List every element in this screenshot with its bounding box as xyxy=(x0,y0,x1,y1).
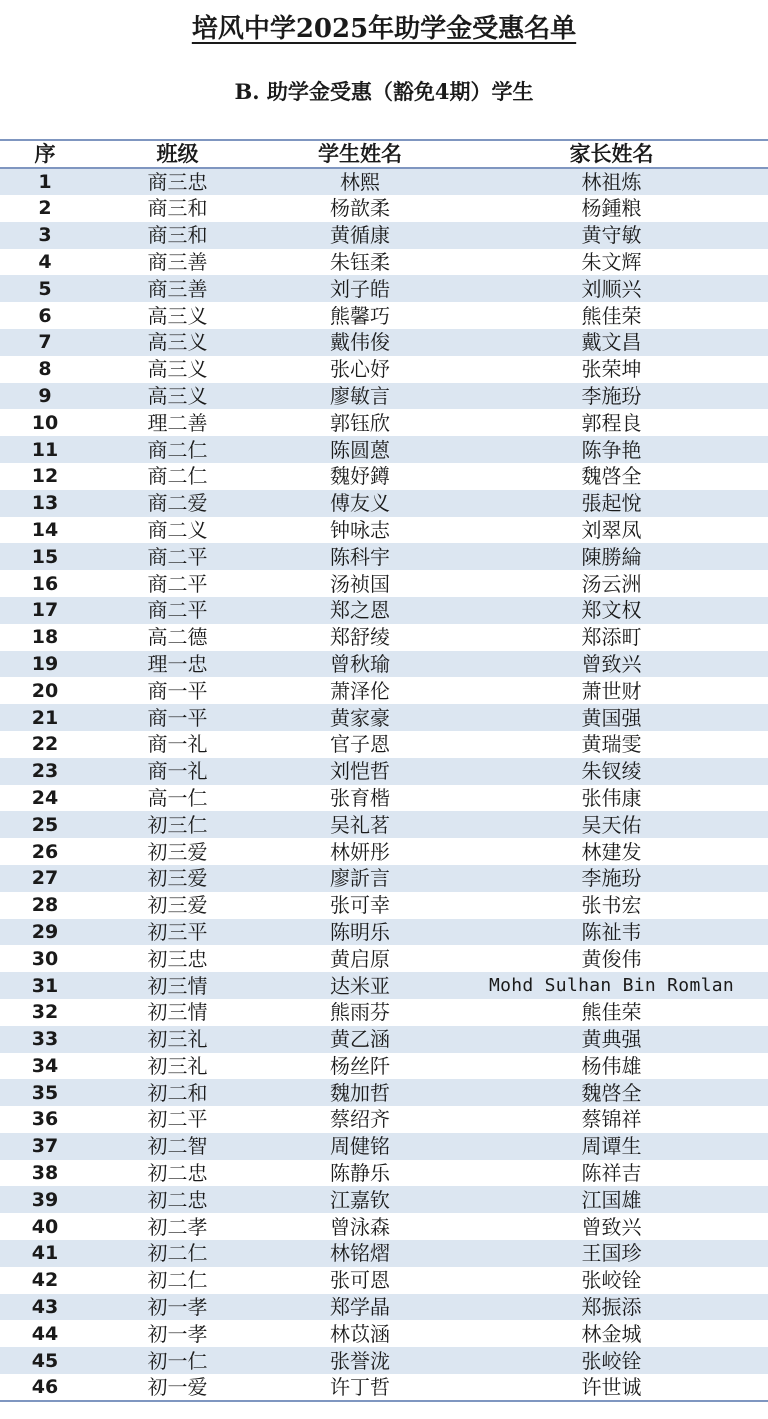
row-seq: 15 xyxy=(31,545,59,568)
row-class: 初三情 xyxy=(147,973,208,998)
row-class: 商一礼 xyxy=(147,759,208,784)
row-student-name: 黄循康 xyxy=(330,223,390,248)
row-student-name: 郑学晶 xyxy=(330,1295,390,1320)
table-row xyxy=(0,838,768,865)
table-row xyxy=(0,677,768,704)
table-row xyxy=(0,570,768,597)
row-seq: 21 xyxy=(31,706,59,729)
row-parent-name: 曾致兴 xyxy=(581,1214,642,1239)
row-seq: 29 xyxy=(31,920,59,943)
row-class: 初三情 xyxy=(147,1000,208,1025)
table-row xyxy=(0,490,768,517)
table-row xyxy=(0,275,768,302)
row-student-name: 刘子皓 xyxy=(330,276,390,301)
row-student-name: 周健铭 xyxy=(330,1134,390,1159)
row-class: 高二德 xyxy=(147,625,208,650)
row-parent-name: 汤云洲 xyxy=(581,571,642,596)
row-class: 高三义 xyxy=(147,357,208,382)
row-student-name: 达米亚 xyxy=(330,973,390,998)
table-row xyxy=(0,811,768,838)
row-student-name: 汤祯国 xyxy=(330,571,390,596)
row-parent-name: 戴文昌 xyxy=(581,330,642,355)
row-parent-name: 吴天佑 xyxy=(581,812,642,837)
row-parent-name: 郑添町 xyxy=(581,625,642,650)
row-parent-name: 陈祥吉 xyxy=(581,1161,642,1186)
row-student-name: 杨歆柔 xyxy=(330,196,390,221)
row-student-name: 廖訢言 xyxy=(330,866,390,891)
row-student-name: 江嘉钦 xyxy=(330,1187,390,1212)
row-student-name: 陈静乐 xyxy=(330,1161,390,1186)
row-student-name: 林苡涵 xyxy=(330,1321,390,1346)
table-row xyxy=(0,302,768,329)
row-seq: 28 xyxy=(31,894,59,917)
row-class: 商一平 xyxy=(147,678,208,703)
row-parent-name: 林建发 xyxy=(581,839,642,864)
row-seq: 2 xyxy=(38,197,52,220)
row-seq: 4 xyxy=(38,250,52,273)
table-row xyxy=(0,222,768,249)
page-title-text: 培风中学2025年助学金受惠名单 xyxy=(191,14,577,44)
table-row xyxy=(0,383,768,410)
row-parent-name: 王国珍 xyxy=(581,1241,642,1266)
row-parent-name: 萧世财 xyxy=(581,678,642,703)
row-student-name: 刘恺哲 xyxy=(330,759,390,784)
row-class: 初二仁 xyxy=(147,1241,208,1266)
table-row xyxy=(0,1294,768,1321)
table-row xyxy=(0,195,768,222)
row-seq: 5 xyxy=(38,277,52,300)
row-class: 高三义 xyxy=(147,303,208,328)
table-row xyxy=(0,1106,768,1133)
row-student-name: 黄启原 xyxy=(330,946,390,971)
row-seq: 11 xyxy=(31,438,59,461)
table-row xyxy=(0,919,768,946)
row-class: 商三和 xyxy=(147,196,208,221)
header-parent-name: 家长姓名 xyxy=(455,140,768,168)
row-parent-name: 许世诚 xyxy=(455,1374,768,1401)
row-seq: 14 xyxy=(31,518,59,541)
table-row xyxy=(0,731,768,758)
row-parent-name: 曾致兴 xyxy=(581,651,642,676)
row-student-name: 傅友义 xyxy=(330,491,390,516)
row-parent-name: 黄俊伟 xyxy=(581,946,642,971)
row-seq: 25 xyxy=(31,813,59,836)
row-student-name: 黄乙涵 xyxy=(330,1027,390,1052)
row-parent-name: 朱钗绫 xyxy=(581,759,642,784)
row-class: 初三爱 xyxy=(147,866,208,891)
row-student-name: 蔡绍齐 xyxy=(330,1107,390,1132)
row-class: 初三爱 xyxy=(147,839,208,864)
row-class: 商一礼 xyxy=(147,732,208,757)
header-student-name: 学生姓名 xyxy=(265,140,455,168)
row-seq: 33 xyxy=(31,1028,59,1051)
row-class: 初三礼 xyxy=(147,1053,208,1078)
row-parent-name: 周谭生 xyxy=(581,1134,642,1159)
row-seq: 45 xyxy=(31,1349,59,1372)
row-class: 初二智 xyxy=(147,1134,208,1159)
row-seq: 10 xyxy=(31,411,59,434)
row-student-name: 杨丝阡 xyxy=(330,1053,390,1078)
table-row xyxy=(0,865,768,892)
row-seq: 39 xyxy=(31,1188,59,1211)
row-student-name: 张誉泷 xyxy=(330,1348,390,1373)
row-class: 商二仁 xyxy=(147,437,208,462)
row-class: 初二忠 xyxy=(147,1187,208,1212)
row-student-name: 魏妤鐏 xyxy=(330,464,390,489)
row-student-name: 黄家豪 xyxy=(330,705,390,730)
table-row xyxy=(0,704,768,731)
row-seq: 35 xyxy=(31,1081,59,1104)
row-parent-name: 黄国强 xyxy=(581,705,642,730)
table-row xyxy=(0,1079,768,1106)
table-row xyxy=(0,785,768,812)
row-seq: 23 xyxy=(31,760,59,783)
table-row xyxy=(0,651,768,678)
table-row xyxy=(0,1133,768,1160)
row-parent-name: 郑文权 xyxy=(581,598,642,623)
row-seq: 32 xyxy=(31,1001,59,1024)
row-student-name: 熊馨巧 xyxy=(330,303,390,328)
row-parent-name: 张伟康 xyxy=(581,785,642,810)
section-subtitle: B. 助学金受惠（豁免4期）学生 xyxy=(234,79,534,104)
row-class: 初三爱 xyxy=(147,893,208,918)
row-seq: 7 xyxy=(38,331,52,354)
row-parent-name: 林祖炼 xyxy=(581,170,642,194)
row-student-name: 熊雨芬 xyxy=(330,1000,390,1025)
row-student-name: 郭钰欣 xyxy=(330,410,390,435)
table-row xyxy=(0,945,768,972)
row-student-name: 陈科宇 xyxy=(330,544,390,569)
row-seq: 27 xyxy=(31,867,59,890)
row-seq: 46 xyxy=(0,1374,90,1401)
row-seq: 37 xyxy=(31,1135,59,1158)
row-parent-name: 刘翠凤 xyxy=(581,517,642,542)
row-parent-name: 熊佳荣 xyxy=(581,1000,642,1025)
row-class: 商二仁 xyxy=(147,464,208,489)
row-class: 初二忠 xyxy=(147,1161,208,1186)
row-student-name: 张可幸 xyxy=(330,893,390,918)
row-class: 初二平 xyxy=(147,1107,208,1132)
row-class: 商三忠 xyxy=(147,170,208,194)
header-seq: 序 xyxy=(0,140,90,168)
row-seq: 42 xyxy=(31,1269,59,1292)
row-class: 初三忠 xyxy=(147,946,208,971)
table-row xyxy=(0,436,768,463)
row-seq: 9 xyxy=(38,384,52,407)
table-row xyxy=(0,409,768,436)
table-row xyxy=(0,463,768,490)
table-row xyxy=(0,356,768,383)
row-parent-name: 魏啓全 xyxy=(581,1080,642,1105)
table-row xyxy=(0,972,768,999)
row-parent-name: 蔡锦祥 xyxy=(581,1107,642,1132)
row-seq: 6 xyxy=(38,304,52,327)
row-parent-name: 熊佳荣 xyxy=(581,303,642,328)
row-class: 理一忠 xyxy=(147,651,208,676)
row-parent-name: Mohd Sulhan Bin Romlan xyxy=(488,974,734,996)
row-parent-name: 杨鍾粮 xyxy=(581,196,642,221)
row-student-name: 郑舒绫 xyxy=(330,625,390,650)
row-student-name: 许丁哲 xyxy=(265,1374,455,1401)
row-parent-name: 魏啓全 xyxy=(581,464,642,489)
row-seq: 36 xyxy=(31,1108,59,1131)
row-parent-name: 張起悅 xyxy=(581,491,642,516)
row-class: 高三义 xyxy=(147,330,208,355)
row-seq: 43 xyxy=(31,1296,59,1319)
row-student-name: 张可恩 xyxy=(330,1268,390,1293)
row-seq: 17 xyxy=(31,599,59,622)
row-parent-name: 林金城 xyxy=(581,1321,642,1346)
table-row xyxy=(0,1213,768,1240)
row-student-name: 张育楷 xyxy=(330,785,390,810)
table-row xyxy=(0,1240,768,1267)
row-class: 初二和 xyxy=(147,1080,208,1105)
row-student-name: 官子恩 xyxy=(330,732,390,757)
row-parent-name: 李施玢 xyxy=(581,866,642,891)
row-class: 初一孝 xyxy=(147,1295,208,1320)
row-class: 商三善 xyxy=(147,276,208,301)
table-row xyxy=(0,1186,768,1213)
row-student-name: 林熙 xyxy=(340,170,380,194)
row-seq: 31 xyxy=(31,974,59,997)
row-class: 商二爱 xyxy=(147,491,208,516)
row-seq: 41 xyxy=(31,1242,59,1265)
row-seq: 44 xyxy=(31,1322,59,1345)
row-class: 初一孝 xyxy=(147,1321,208,1346)
row-class: 高一仁 xyxy=(147,785,208,810)
row-student-name: 曾秋瑜 xyxy=(330,651,390,676)
row-student-name: 廖敏言 xyxy=(330,383,390,408)
row-seq: 16 xyxy=(31,572,59,595)
table-body xyxy=(0,168,768,1401)
row-parent-name: 杨伟雄 xyxy=(581,1053,642,1078)
row-student-name: 吴礼茗 xyxy=(330,812,390,837)
table-row xyxy=(0,1374,768,1401)
row-class: 商三和 xyxy=(147,223,208,248)
row-seq: 22 xyxy=(31,733,59,756)
row-seq: 20 xyxy=(31,679,59,702)
row-seq: 40 xyxy=(31,1215,59,1238)
table-row xyxy=(0,1053,768,1080)
row-seq: 38 xyxy=(31,1162,59,1185)
row-class: 商二平 xyxy=(147,598,208,623)
table-row xyxy=(0,1267,768,1294)
row-seq: 13 xyxy=(31,492,59,515)
row-student-name: 张心妤 xyxy=(330,357,390,382)
table-row xyxy=(0,543,768,570)
row-parent-name: 陈争艳 xyxy=(581,437,642,462)
row-parent-name: 黄守敏 xyxy=(581,223,642,248)
row-class: 初一仁 xyxy=(147,1348,208,1373)
row-seq: 12 xyxy=(31,465,59,488)
recipient-table xyxy=(0,139,768,1402)
row-class: 初二孝 xyxy=(147,1214,208,1239)
row-parent-name: 陈祉韦 xyxy=(581,919,642,944)
row-class: 初二仁 xyxy=(147,1268,208,1293)
table-row xyxy=(0,1026,768,1053)
table-row xyxy=(0,999,768,1026)
row-student-name: 戴伟俊 xyxy=(330,330,390,355)
row-student-name: 曾泳森 xyxy=(330,1214,390,1239)
row-class: 商二义 xyxy=(147,517,208,542)
row-student-name: 郑之恩 xyxy=(330,598,390,623)
row-student-name: 朱钰柔 xyxy=(330,249,390,274)
row-parent-name: 朱文辉 xyxy=(581,249,642,274)
row-seq: 3 xyxy=(38,224,52,247)
row-class: 商二平 xyxy=(147,571,208,596)
row-class: 高三义 xyxy=(147,383,208,408)
row-seq: 34 xyxy=(31,1054,59,1077)
row-parent-name: 张荣坤 xyxy=(581,357,642,382)
row-parent-name: 李施玢 xyxy=(581,383,642,408)
row-parent-name: 黄瑞雯 xyxy=(581,732,642,757)
row-seq: 8 xyxy=(38,358,52,381)
row-class: 商三善 xyxy=(147,249,208,274)
table-row xyxy=(0,1347,768,1374)
table-row xyxy=(0,624,768,651)
row-class: 初三仁 xyxy=(147,812,208,837)
row-seq: 30 xyxy=(31,947,59,970)
row-student-name: 魏加哲 xyxy=(330,1080,390,1105)
table-header-row xyxy=(0,140,768,168)
row-class: 理二善 xyxy=(147,410,208,435)
table-row xyxy=(0,758,768,785)
table-row xyxy=(0,1160,768,1187)
row-student-name: 林妍彤 xyxy=(330,839,390,864)
row-parent-name: 刘顺兴 xyxy=(581,276,642,301)
row-seq: 19 xyxy=(31,652,59,675)
table-row xyxy=(0,1320,768,1347)
row-student-name: 萧泽伦 xyxy=(330,678,390,703)
row-parent-name: 张峧铨 xyxy=(581,1268,642,1293)
row-parent-name: 张峧铨 xyxy=(581,1348,642,1373)
row-parent-name: 陳勝綸 xyxy=(581,544,642,569)
row-seq: 26 xyxy=(31,840,59,863)
row-class: 初三礼 xyxy=(147,1027,208,1052)
row-seq: 18 xyxy=(31,626,59,649)
row-seq: 24 xyxy=(31,786,59,809)
row-student-name: 陈明乐 xyxy=(330,919,390,944)
table-row xyxy=(0,249,768,276)
row-student-name: 陈圆蒽 xyxy=(330,437,390,462)
row-parent-name: 张书宏 xyxy=(581,893,642,918)
row-student-name: 林铭熠 xyxy=(330,1241,390,1266)
row-parent-name: 江国雄 xyxy=(581,1187,642,1212)
row-student-name: 钟咏志 xyxy=(330,517,390,542)
row-class: 初一爱 xyxy=(90,1374,265,1401)
table-row xyxy=(0,892,768,919)
row-parent-name: 郑振添 xyxy=(581,1295,642,1320)
table-row xyxy=(0,517,768,544)
row-class: 商二平 xyxy=(147,544,208,569)
table-row xyxy=(0,168,768,195)
header-class: 班级 xyxy=(90,140,265,168)
row-class: 初三平 xyxy=(147,919,208,944)
row-parent-name: 郭程良 xyxy=(581,410,642,435)
row-parent-name: 黄典强 xyxy=(581,1027,642,1052)
table-row xyxy=(0,329,768,356)
row-class: 商一平 xyxy=(147,705,208,730)
row-seq: 1 xyxy=(38,171,52,193)
page-title xyxy=(0,8,768,45)
table-row xyxy=(0,597,768,624)
